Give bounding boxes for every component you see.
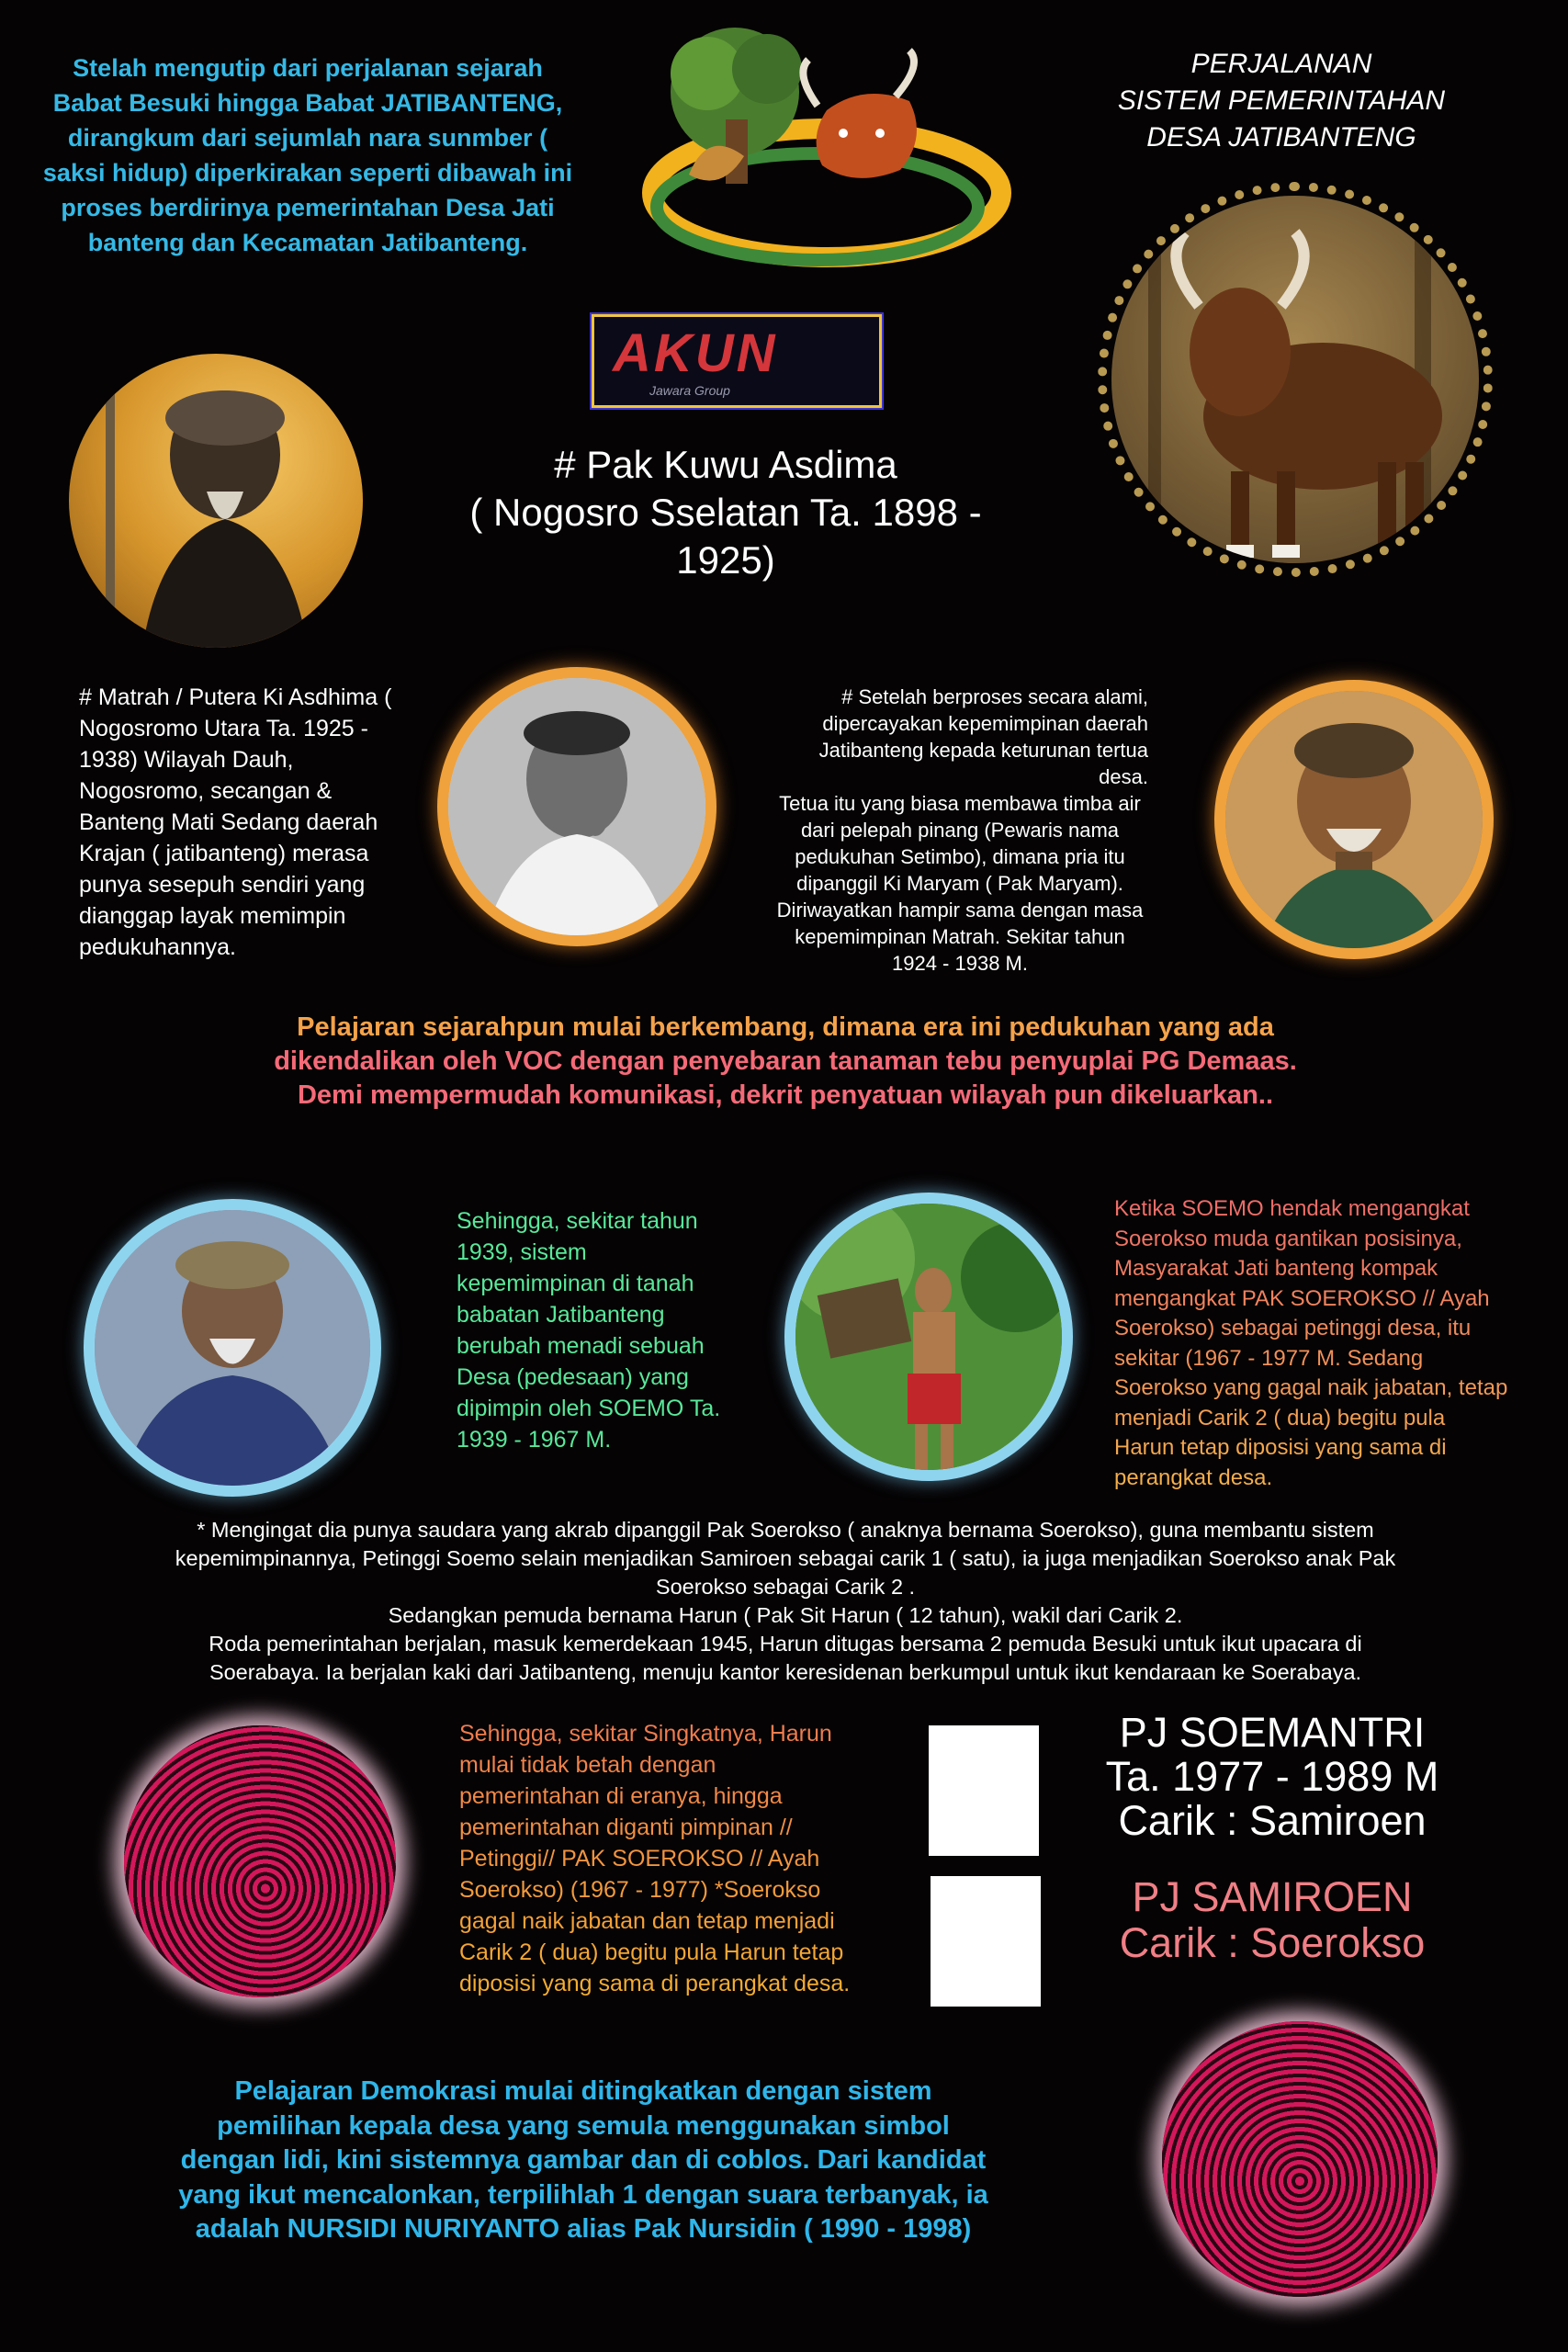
history-paragraph bbox=[55, 1516, 1516, 1687]
paragraph-line-6: Soerabaya. Ia berjalan kaki dari Jatibanteng, menuju kantor keresidenan berkumpul untuk ikut kendaraan ke Soerabaya. bbox=[209, 1660, 1362, 1684]
soemantri-line-3: Carik : Samiroen bbox=[1118, 1797, 1427, 1844]
asdima-line-1: # Pak Kuwu Asdima bbox=[554, 443, 897, 486]
demokrasi-text: Pelajaran Demokrasi mulai ditingkatkan dengan sistem pemilihan kepala desa yang semula menggunakan simbol dengan lidi, kini sistemnya gambar dan di coblos. Dari kandidat yang ikut mencalonkan, terpilihlah 1 dengan suara terbanyak, ia adalah NURSIDI NURIYANTO alias Pak Nursidin ( 1990 - 1998) bbox=[178, 2076, 988, 2244]
brand-badge bbox=[592, 314, 882, 408]
maryam-p1: # Setelah berproses secara alami, dipercayakan kepemimpinan daerah Jatibanteng kepada keturunan tertua desa. bbox=[818, 685, 1148, 788]
maryam-p2: Tetua itu yang biasa membawa timba air dari pelepah pinang (Pewaris nama pedukuhan Setimbo), dimana pria itu dipanggil Ki Maryam ( Pak Maryam). Diriwayatkan hampir sama dengan masa kepemimpinan Matrah. Sekitar tahun 1924 - 1938 M. bbox=[776, 792, 1144, 975]
asdima-photo bbox=[69, 354, 363, 648]
paragraph-line-1: * Mengingat dia punya saudara yang akrab dipanggil Pak Soerokso ( anaknya bernama Soerokso), guna membantu sistem bbox=[197, 1518, 1374, 1542]
voc-text bbox=[175, 1011, 1396, 1113]
maryam-photo bbox=[1225, 691, 1483, 948]
photo-placeholder-soemantri bbox=[929, 1725, 1039, 1856]
paragraph-line-2: kepemimpinannya, Petinggi Soemo selain menjadikan Samiroen sebagai carik 1 ( satu), ia juga menjadikan Soerokso anak Pak bbox=[175, 1546, 1396, 1570]
bull-photo bbox=[1111, 196, 1479, 563]
asdima-line-3: 1925) bbox=[676, 538, 775, 582]
matrah-photo bbox=[448, 678, 705, 935]
brand-sub: Jawara Group bbox=[649, 383, 730, 398]
title-line-3: DESA JATIBANTENG bbox=[1146, 122, 1416, 153]
matrah-text: # Matrah / Putera Ki Asdhima ( Nogosromo Utara Ta. 1925 - 1938) Wilayah Dauh, Nogosromo, secangan & Banteng Mati Sedang daerah Krajan ( jatibanteng) merasa punya sesepuh sendiri yang dianggap layak memimpin pedukuhannya. bbox=[79, 684, 392, 960]
voc-line-3: Demi mempermudah komunikasi, dekrit penyatuan wilayah pun dikeluarkan.. bbox=[297, 1080, 1274, 1110]
maryam-text bbox=[772, 684, 1148, 977]
title-line-2: SISTEM PEMERINTAHAN bbox=[1117, 85, 1446, 116]
voc-line-2: dikendalikan oleh VOC dengan penyebaran tanaman tebu penyuplai PG Demaas. bbox=[274, 1046, 1297, 1076]
soerokso-text: Ketika SOEMO hendak mengangkat Soerokso muda gantikan posisinya, Masyarakat Jati banteng kompak mengangkat PAK SOEROKSO // Ayah Soerokso) sebagai petinggi desa, itu sekitar (1967 - 1977 M. Sedang Soerokso yang gagal naik jabatan, tetap menjadi Carik 2 ( dua) begitu pula Harun tetap diposisi yang sama di perangkat desa. bbox=[1114, 1194, 1509, 1493]
harun-text: Sehingga, sekitar Singkatnya, Harun mulai tidak betah dengan pemerintahan di eranya, hingga pemerintahan diganti pimpinan // Petinggi// PAK SOEROKSO // Ayah Soerokso) (1967 - 1977) *Soerokso gagal naik jabatan dan tetap menjadi Carik 2 ( dua) begitu pula Harun tetap diposisi yang sama di perangkat desa. bbox=[459, 1718, 854, 1999]
paragraph-line-5: Roda pemerintahan berjalan, masuk kemerdekaan 1945, Harun ditugas bersama 2 pemuda Besuki untuk ikut upacara di bbox=[209, 1632, 1362, 1656]
photo-placeholder-samiroen bbox=[931, 1876, 1041, 2007]
asdima-line-2: ( Nogosro Sselatan Ta. 1898 - bbox=[469, 491, 982, 534]
intro-text: Stelah mengutip dari perjalanan sejarah Babat Besuki hingga Babat JATIBANTENG, dirangkum dari sejumlah nara sunmber ( saksi hidup) diperkirakan seperti dibawah ini proses berdirinya pemerintahan Desa Jati banteng dan Kecamatan Jatibanteng. bbox=[42, 54, 573, 256]
samiroen-line-2: Carik : Soerokso bbox=[1119, 1919, 1426, 1966]
soemo-photo bbox=[95, 1210, 370, 1486]
page-title bbox=[1066, 46, 1497, 156]
paragraph-line-4: Sedangkan pemuda bernama Harun ( Pak Sit Harun ( 12 tahun), wakil dari Carik 2. bbox=[388, 1603, 1183, 1627]
soemantri-line-2: Ta. 1977 - 1989 M bbox=[1105, 1753, 1439, 1800]
soemo-text: Sehingga, sekitar tahun 1939, sistem kepemimpinan di tanah babatan Jatibanteng berubah menadi sebuah Desa (pedesaan) yang dipimpin oleh SOEMO Ta. 1939 - 1967 M. bbox=[457, 1208, 721, 1453]
brand-main: AKUN bbox=[613, 323, 778, 383]
asdima-heading bbox=[432, 441, 1020, 584]
title-line-1: PERJALANAN bbox=[1190, 49, 1372, 79]
soemantri-line-1: PJ SOEMANTRI bbox=[1119, 1709, 1426, 1756]
farmer-photo bbox=[795, 1204, 1062, 1470]
spiral-decoration-left bbox=[124, 1725, 396, 1997]
samiroen-line-1: PJ SAMIROEN bbox=[1132, 1873, 1413, 1920]
spiral-decoration-right bbox=[1162, 2021, 1438, 2297]
bull-logo bbox=[634, 9, 1020, 285]
samiroen-block bbox=[1056, 1874, 1488, 1966]
paragraph-line-3: Soerokso sebagai Carik 2 . bbox=[655, 1575, 916, 1599]
voc-line-1: Pelajaran sejarahpun mulai berkembang, dimana era ini pedukuhan yang ada bbox=[297, 1012, 1274, 1042]
soemantri-block bbox=[1056, 1711, 1488, 1843]
